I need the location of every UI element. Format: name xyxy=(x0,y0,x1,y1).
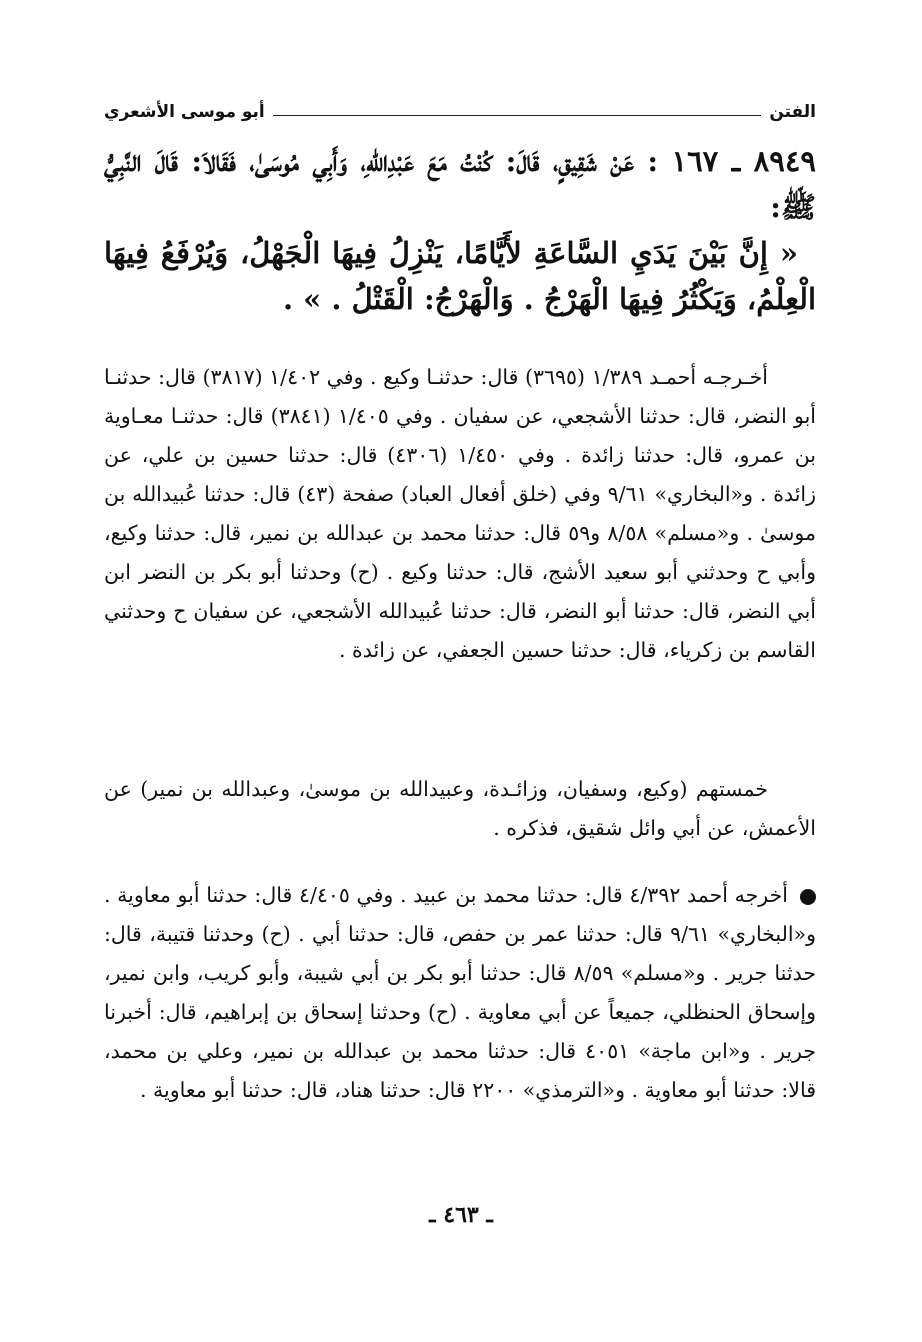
takhrij-text-3-wrapper xyxy=(104,876,816,1110)
takhrij-paragraph-3 xyxy=(104,876,816,1110)
hadith-block xyxy=(104,138,816,322)
hadith-matn: « إِنَّ بَيْنَ يَدَيِ السَّاعَةِ لأَيَّامًا، يَنْزِلُ فِيهَا الْجَهْلُ، وَيُرْفَعُ فِيهَا الْعِلْمُ، وَيَكْثُرُ فِيهَا الْهَرْجُ . وَالْهَرْجُ: الْقَتْلُ . » . xyxy=(104,236,816,316)
header-rule xyxy=(273,115,762,116)
takhrij-text-1: أخـرجـه أحمـد ١/٣٨٩ (٣٦٩٥) قال: حدثنـا وكيع . وفي ١/٤٠٢ (٣٨١٧) قال: حدثنـا أبو النضر، قال: حدثنا الأشجعي، عن سفيان . وفي ١/٤٠٥ (٣٨٤١) قال: حدثنـا معـاوية بن عمرو، قال: حدثنا زائدة . وفي ١/٤٥٠ (٤٣٠٦) قال: حدثنا حسين بن علي، عن زائدة . و«البخاري» ٩/٦١ وفي (خلق أفعال العباد) صفحة (٤٣) قال: حدثنا عُبيدالله بن موسىٰ . و«مسلم» ٨/٥٨ و٥٩ قال: حدثنا محمد بن عبدالله بن نمير، قال: حدثنا وكيع، وأبي ح وحدثني أبو سعيد الأشج، قال: حدثنا وكيع . (ح) وحدثنا أبو بكر بن النضر ابن أبي النضر، قال: حدثنا أبو النضر، قال: حدثنا عُبيدالله الأشجعي، عن سفيان ح وحدثني القاسم بن زكرياء، قال: حدثنا حسين الجعفي، عن زائدة . xyxy=(104,365,817,662)
takhrij-text-2: خمستهم (وكيع، وسفيان، وزائـدة، وعبيدالله بن موسىٰ، وعبدالله بن نمير) عن الأعمش، عن أبي وائل شقيق، فذكره . xyxy=(104,777,816,840)
chapter-title: الفتن xyxy=(769,102,816,122)
takhrij-text-3: أخرجه أحمد ٤/٣٩٢ قال: حدثنا محمد بن عبيد . وفي ٤/٤٠٥ قال: حدثنا أبو معاوية . و«البخاري» ٩/٦١ قال: حدثنا عمر بن حفص، قال: حدثنا أبي . (ح) وحدثنا قتيبة، قال: حدثنا جرير . و«مسلم» ٨/٥٩ قال: حدثنا أبو بكر بن أبي شيبة، وأبو كريب، وابن نمير، وإسحاق الحنظلي، جميعاً عن أبي معاوية . (ح) وحدثنا إسحاق بن إبراهيم، قال: أخبرنا جرير . و«ابن ماجة» ٤٠٥١ قال: حدثنا محمد بن عبدالله بن نمير، وعلي بن محمد، قالا: حدثنا أبو معاوية . و«الترمذي» ٢٢٠٠ قال: حدثنا هناد، قال: حدثنا أبو معاوية . xyxy=(104,883,817,1102)
takhrij-paragraph-2 xyxy=(104,770,816,848)
narrator-title: أبو موسى الأشعري xyxy=(104,102,265,122)
running-header xyxy=(104,92,816,122)
hadith-isnad: ٨٩٤٩ ـ ١٦٧ : عَنْ شَقِيقٍ، قَالَ: كُنْتُ مَعَ عَبْدِاللهِ، وَأَبِي مُوسَىٰ، فَقَالاَ: قَالَ النَّبِيُّ ﷺ: xyxy=(104,144,816,224)
bullet-icon xyxy=(800,889,816,905)
page-number: ـ ٤٦٣ ـ xyxy=(429,1202,493,1228)
takhrij-paragraph-1 xyxy=(104,358,816,670)
